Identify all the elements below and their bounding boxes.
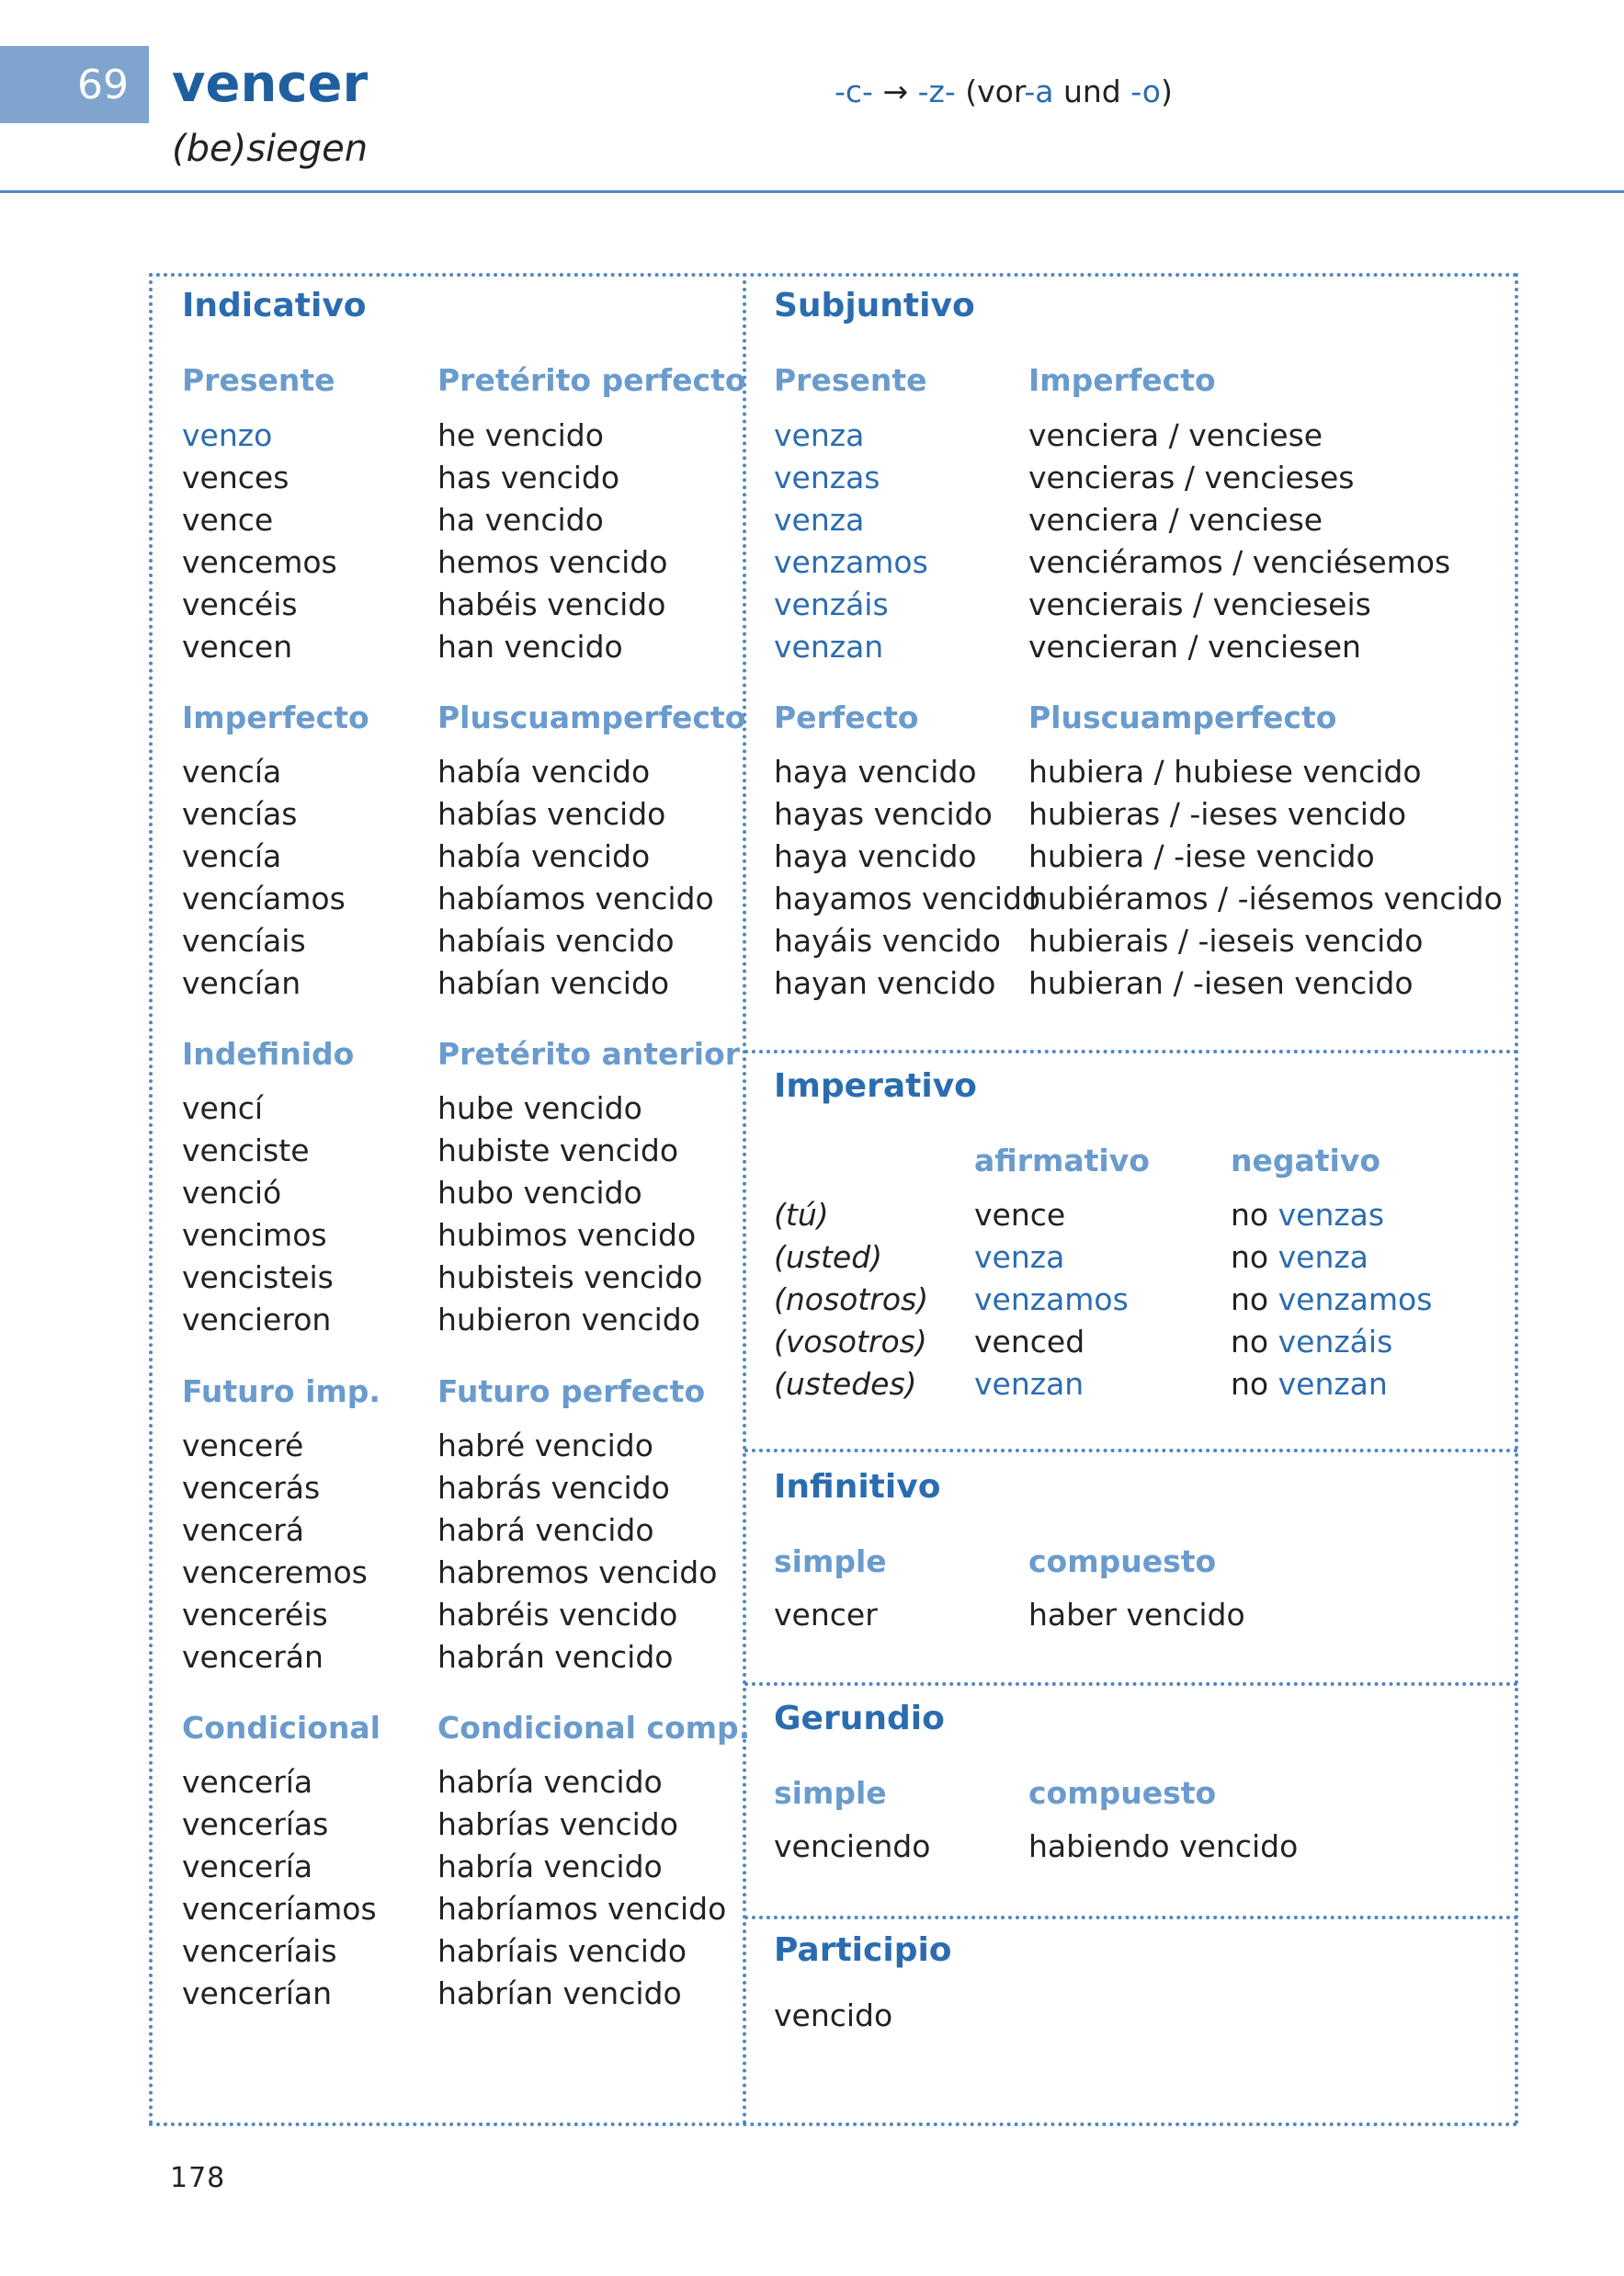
conjugation-form: venciéramos / venciésemos	[1028, 544, 1451, 580]
spelling-rule-note	[835, 70, 1173, 114]
conjugation-form: has vencido	[437, 460, 620, 495]
conjugation-form: hubiste vencido	[437, 1132, 679, 1168]
divider-imperativo	[744, 1050, 1518, 1053]
rule-arrow: →	[882, 74, 909, 109]
verb-number: 69	[77, 61, 129, 108]
conjugation-form: habían vencido	[437, 965, 670, 1001]
conjugation-form: hubieran / -iesen vencido	[1028, 965, 1414, 1001]
frame-top-border	[149, 273, 1518, 277]
verb-translation: (be)siegen	[172, 128, 369, 170]
conjugation-form: vencí	[182, 1090, 264, 1126]
conjugation-form: vencerá	[182, 1512, 304, 1548]
conjugation-form: habrás vencido	[437, 1470, 670, 1506]
rule-text-before: (vor	[965, 74, 1025, 109]
conjugation-form: venza	[774, 502, 865, 538]
conjugation-form: vencerían	[182, 1975, 333, 2011]
conjugation-form: hubierais / -ieseis vencido	[1028, 923, 1424, 959]
ind-indefinido-forms	[182, 1087, 334, 1341]
conjugation-form: ha vencido	[437, 502, 604, 538]
subj-pluscuamperfecto-heading: Pluscuamperfecto	[1028, 700, 1337, 735]
conjugation-form: hayamos vencido	[774, 881, 1041, 916]
conjugation-form: venceré	[182, 1428, 304, 1463]
gerundio-compuesto-form: habiendo vencido	[1028, 1828, 1299, 1864]
negation-word: no	[1231, 1324, 1269, 1360]
ind-futuro-imp-forms	[182, 1425, 368, 1679]
ind-preterito-anterior-forms	[437, 1087, 702, 1341]
rule-text-after: )	[1160, 74, 1173, 109]
imperativo-pronouns	[774, 1194, 928, 1405]
conjugation-form: hayan vencido	[774, 965, 996, 1001]
ind-pluscuamperfecto-heading: Pluscuamperfecto	[437, 700, 746, 735]
conjugation-form: venceríais	[182, 1933, 337, 1969]
pronoun-label: (usted)	[774, 1239, 883, 1275]
ind-futuro-perfecto-forms	[437, 1425, 717, 1679]
gerundio-compuesto-heading: compuesto	[1028, 1775, 1217, 1811]
conjugation-form: hube vencido	[437, 1090, 642, 1126]
divider-gerundio	[744, 1682, 1518, 1686]
negative-form: venzas	[1278, 1197, 1385, 1233]
ind-indefinido-heading: Indefinido	[182, 1036, 355, 1072]
negative-form: venza	[1278, 1239, 1368, 1275]
conjugation-form: hubiéramos / -iésemos vencido	[1028, 881, 1503, 916]
conjugation-form: vencía	[182, 754, 282, 790]
conjugation-form: venzamos	[774, 544, 928, 580]
conjugation-form: habíamos vencido	[437, 881, 714, 916]
conjugation-form: vencías	[182, 796, 298, 832]
rule-text-mid: und	[1062, 74, 1121, 109]
conjugation-form: vences	[182, 460, 290, 495]
ind-imperfecto-heading: Imperfecto	[182, 700, 369, 735]
ind-condicional-comp-heading: Condicional comp.	[437, 1710, 751, 1746]
conjugation-form: vence	[182, 502, 274, 538]
subj-imperfecto-forms	[1028, 415, 1450, 668]
negative-form: venzamos	[1278, 1281, 1433, 1317]
conjugation-form: había vencido	[437, 838, 651, 874]
conjugation-form: vencen	[182, 629, 293, 665]
infinitivo-title: Infinitivo	[774, 1468, 941, 1506]
imperativo-negativo-heading: negativo	[1231, 1143, 1381, 1178]
conjugation-form: habrían vencido	[437, 1975, 682, 2011]
negative-form: venzan	[1278, 1366, 1388, 1402]
conjugation-form: he vencido	[437, 417, 604, 453]
ind-futuro-imp-heading: Futuro imp.	[182, 1373, 380, 1409]
rule-part-3: -a	[1024, 74, 1054, 109]
conjugation-form: venciera / venciese	[1028, 417, 1323, 453]
conjugation-form: venced	[974, 1324, 1085, 1360]
negative-form: venzáis	[1278, 1324, 1393, 1360]
conjugation-form: vencimos	[182, 1217, 327, 1253]
rule-part-2: -z-	[917, 74, 956, 109]
conjugation-form: venceréis	[182, 1597, 328, 1633]
conjugation-form: venciera / venciese	[1028, 502, 1323, 538]
conjugation-form: habríamos vencido	[437, 1891, 727, 1927]
ind-condicional-comp-forms	[437, 1761, 726, 2015]
conjugation-form: vencisteis	[182, 1259, 334, 1295]
ind-presente-heading: Presente	[182, 362, 335, 398]
infinitivo-simple-form: vencer	[774, 1597, 878, 1633]
rule-part-4: -o	[1130, 74, 1161, 109]
conjugation-form: habré vencido	[437, 1428, 653, 1463]
conjugation-form: habríais vencido	[437, 1933, 687, 1969]
verb-title: vencer	[172, 54, 369, 114]
conjugation-form: hubisteis vencido	[437, 1259, 703, 1295]
subj-imperfecto-heading: Imperfecto	[1028, 362, 1216, 398]
conjugation-form: había vencido	[437, 754, 651, 790]
conjugation-form: hayas vencido	[774, 796, 993, 832]
participio-title: Participio	[774, 1931, 952, 1969]
pronoun-label: (vosotros)	[774, 1324, 927, 1360]
conjugation-form	[1231, 1194, 1432, 1236]
conjugation-form	[1231, 1321, 1432, 1363]
conjugation-form: vencía	[182, 838, 282, 874]
conjugation-form	[1231, 1363, 1432, 1405]
ind-condicional-heading: Condicional	[182, 1710, 380, 1746]
conjugation-form: habrán vencido	[437, 1639, 674, 1675]
conjugation-form: vencéis	[182, 586, 298, 622]
conjugation-form: vencerías	[182, 1806, 329, 1842]
conjugation-form: vencería	[182, 1849, 313, 1884]
subj-pluscuamperfecto-forms	[1028, 751, 1503, 1005]
frame-bottom-border	[149, 2122, 1518, 2126]
conjugation-form: vencieran / venciesen	[1028, 629, 1361, 665]
gerundio-title: Gerundio	[774, 1700, 945, 1737]
conjugation-form: habrá vencido	[437, 1512, 654, 1548]
infinitivo-compuesto-heading: compuesto	[1028, 1543, 1217, 1579]
conjugation-form: venzamos	[974, 1281, 1129, 1317]
conjugation-form: hubimos vencido	[437, 1217, 697, 1253]
ind-preterito-perfecto-forms	[437, 415, 667, 668]
infinitivo-simple-heading: simple	[774, 1543, 887, 1579]
conjugation-form: habría vencido	[437, 1849, 663, 1884]
ind-imperfecto-forms	[182, 751, 346, 1005]
conjugation-form: haya vencido	[774, 838, 977, 874]
conjugation-form: venzáis	[774, 586, 889, 622]
conjugation-form: hemos vencido	[437, 544, 668, 580]
conjugation-form: hubo vencido	[437, 1175, 642, 1211]
imperativo-negativo-forms	[1231, 1194, 1432, 1405]
rule-part-1: -c-	[835, 74, 873, 109]
frame-right-border	[1515, 273, 1518, 2126]
subjuntivo-title: Subjuntivo	[774, 287, 975, 324]
gerundio-simple-form: venciendo	[774, 1828, 931, 1864]
conjugation-form: venza	[974, 1239, 1065, 1275]
infinitivo-compuesto-form: haber vencido	[1028, 1597, 1245, 1633]
conjugation-form: habías vencido	[437, 796, 666, 832]
conjugation-form: hubiera / hubiese vencido	[1028, 754, 1422, 790]
conjugation-form: vencíais	[182, 923, 306, 959]
ind-preterito-perfecto-heading: Pretérito perfecto	[437, 362, 746, 398]
conjugation-form: vencieron	[182, 1302, 332, 1337]
subj-perfecto-heading: Perfecto	[774, 700, 919, 735]
negation-word: no	[1231, 1366, 1269, 1402]
conjugation-form: hubieron vencido	[437, 1302, 700, 1337]
conjugation-form: vencerán	[182, 1639, 324, 1675]
verb-number-badge	[0, 46, 149, 123]
page-number: 178	[170, 2162, 226, 2194]
imperativo-afirmativo-heading: afirmativo	[974, 1143, 1150, 1178]
ind-condicional-forms	[182, 1761, 377, 2015]
conjugation-form: venzan	[974, 1366, 1085, 1402]
conjugation-form: hubiera / -iese vencido	[1028, 838, 1375, 874]
ind-pluscuamperfecto-forms	[437, 751, 714, 1005]
participio-form: vencido	[774, 1997, 893, 2033]
conjugation-form: vencieras / vencieses	[1028, 460, 1355, 495]
conjugation-form: hayáis vencido	[774, 923, 1001, 959]
frame-left-border	[149, 273, 153, 2126]
conjugation-form: vencerás	[182, 1470, 321, 1506]
conjugation-form: haya vencido	[774, 754, 977, 790]
conjugation-form: han vencido	[437, 629, 623, 665]
conjugation-form: habría vencido	[437, 1764, 663, 1800]
gerundio-simple-heading: simple	[774, 1775, 887, 1811]
conjugation-form: vencían	[182, 965, 301, 1001]
conjugation-form: vencierais / vencieseis	[1028, 586, 1371, 622]
conjugation-form: vencíamos	[182, 881, 346, 916]
conjugation-form: venceremos	[182, 1554, 368, 1590]
conjugation-form: habremos vencido	[437, 1554, 718, 1590]
divider-participio	[744, 1916, 1518, 1919]
conjugation-form	[1231, 1236, 1432, 1279]
negation-word: no	[1231, 1197, 1269, 1233]
ind-futuro-perfecto-heading: Futuro perfecto	[437, 1373, 706, 1409]
subj-presente-forms	[774, 415, 928, 668]
negation-word: no	[1231, 1239, 1269, 1275]
imperativo-afirmativo-forms	[974, 1194, 1129, 1405]
conjugation-form: habíais vencido	[437, 923, 675, 959]
conjugation-form: venció	[182, 1175, 282, 1211]
conjugation-form: vencemos	[182, 544, 337, 580]
conjugation-form: vence	[974, 1197, 1066, 1233]
negation-word: no	[1231, 1281, 1269, 1317]
conjugation-form: vencería	[182, 1764, 313, 1800]
conjugation-form: hubieras / -ieses vencido	[1028, 796, 1407, 832]
frame-middle-divider	[743, 273, 746, 2126]
conjugation-form: habéis vencido	[437, 586, 666, 622]
pronoun-label: (ustedes)	[774, 1366, 917, 1402]
subj-perfecto-forms	[774, 751, 1040, 1005]
conjugation-form: venceríamos	[182, 1891, 377, 1927]
pronoun-label: (tú)	[774, 1197, 829, 1233]
subj-presente-heading: Presente	[774, 362, 927, 398]
indicativo-title: Indicativo	[182, 287, 367, 324]
ind-presente-forms	[182, 415, 337, 668]
pronoun-label: (nosotros)	[774, 1281, 929, 1317]
conjugation-form	[1231, 1279, 1432, 1321]
conjugation-form: habrías vencido	[437, 1806, 678, 1842]
conjugation-form: venza	[774, 417, 865, 453]
conjugation-form: venzan	[774, 629, 884, 665]
header-divider	[0, 190, 1624, 193]
divider-infinitivo	[744, 1449, 1518, 1452]
imperativo-title: Imperativo	[774, 1067, 977, 1105]
conjugation-form: venciste	[182, 1132, 310, 1168]
ind-preterito-anterior-heading: Pretérito anterior	[437, 1036, 740, 1072]
conjugation-form: venzo	[182, 417, 273, 453]
conjugation-form: habréis vencido	[437, 1597, 678, 1633]
conjugation-form: venzas	[774, 460, 880, 495]
